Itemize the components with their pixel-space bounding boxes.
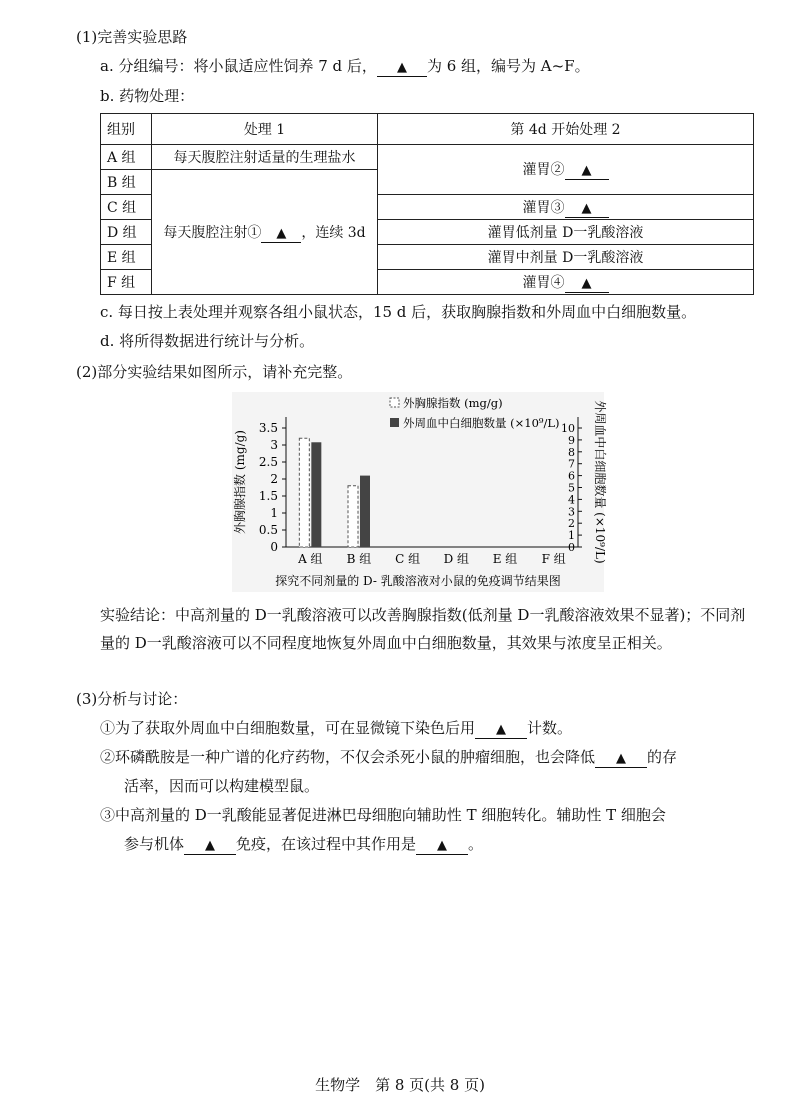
chart-title: 探究不同剂量的 D- 乳酸溶液对小鼠的免疫调节结果图 — [275, 574, 561, 588]
group-label: E 组 — [101, 245, 152, 270]
answer-blank[interactable] — [184, 836, 236, 855]
y2-tick-label: 3 — [568, 505, 575, 519]
y-tick-label: 3.5 — [258, 421, 278, 435]
y-tick-label: 1 — [270, 506, 278, 520]
answer-blank[interactable] — [565, 200, 609, 218]
treatment2-c-text: 灌胃③ — [522, 199, 565, 216]
y2-tick-label: 7 — [568, 457, 575, 471]
question-2 — [100, 746, 677, 768]
triangle-icon: ▲ — [581, 275, 592, 291]
q1-text-end: 计数。 — [527, 719, 573, 737]
x-tick-label: E 组 — [492, 552, 518, 566]
y2-tick-label: 6 — [568, 469, 575, 483]
y2-tick-label: 2 — [568, 517, 575, 531]
results-chart — [232, 392, 607, 592]
conclusion: 实验结论：中高剂量的 D一乳酸溶液可以改善胸腺指数(低剂量 D一乳酸溶液效果不显著)；不同剂量的 D一乳酸溶液可以不同程度地恢复外周血中白细胞数量，其效果与浓度呈正相关。 — [100, 606, 746, 652]
treatment2-ab — [378, 145, 754, 195]
treatment2-f-text: 灌胃④ — [522, 274, 565, 291]
x-tick-label: C 组 — [395, 552, 421, 566]
treatment1-bf-text: 每天腹腔注射① — [163, 224, 262, 241]
q1-text: ①为了获取外周血中白细胞数量，可在显微镜下染色后用 — [100, 719, 476, 737]
question-2-line2: 活率，因而可以构建模型鼠。 — [124, 777, 320, 795]
group-label: D 组 — [101, 220, 152, 245]
triangle-icon: ▲ — [581, 163, 592, 178]
table-header: 组别 — [101, 114, 152, 145]
group-label: A 组 — [101, 145, 152, 170]
x-tick-label: B 组 — [346, 552, 372, 566]
answer-blank[interactable] — [261, 225, 301, 243]
table-row — [101, 145, 754, 170]
q2-text-end: 的存 — [647, 748, 678, 766]
y-tick-label: 2.5 — [258, 455, 278, 469]
legend-wbc: 外周血中白细胞数量 (×10⁹/L) — [403, 416, 560, 430]
triangle-icon: ▲ — [276, 225, 287, 241]
answer-blank[interactable] — [595, 749, 647, 768]
step-c: c. 每日按上表处理并观察各组小鼠状态，15 d 后，获取胸腺指数和外周血中白细胞数量。 — [100, 303, 697, 321]
triangle-icon: ▲ — [496, 722, 507, 737]
y2-axis-label: 外周血中白细胞数量 (×10⁹/L) — [593, 400, 607, 564]
treatment1-a: 每天腹腔注射适量的生理盐水 — [152, 145, 378, 170]
table-header: 处理 1 — [152, 114, 378, 145]
q3-text-end: 。 — [468, 835, 484, 853]
y-tick-label: 0 — [270, 540, 278, 554]
y2-tick-label: 4 — [568, 493, 575, 507]
y-tick-label: 0.5 — [258, 523, 278, 537]
q3-text-mid: 免疫，在该过程中其作用是 — [236, 835, 417, 853]
y2-tick-label: 8 — [568, 445, 575, 459]
question-1 — [100, 717, 572, 739]
answer-blank[interactable] — [416, 836, 468, 855]
treatment2-c — [378, 195, 754, 220]
triangle-icon: ▲ — [396, 60, 407, 75]
answer-blank[interactable] — [565, 275, 609, 293]
answer-blank[interactable] — [475, 720, 527, 739]
y-axis-label: 外胸腺指数 (mg/g) — [233, 430, 247, 534]
chart-svg — [232, 392, 607, 592]
triangle-icon: ▲ — [616, 751, 627, 766]
x-tick-label: D 组 — [443, 552, 470, 566]
step-a-text: a. 分组编号：将小鼠适应性饲养 7 d 后， — [100, 57, 377, 75]
triangle-icon: ▲ — [205, 838, 216, 853]
treatment2-e: 灌胃中剂量 D一乳酸溶液 — [378, 245, 754, 270]
x-tick-label: A 组 — [298, 552, 323, 566]
treatment-table — [100, 113, 754, 295]
triangle-icon: ▲ — [437, 838, 448, 853]
treatment2-f — [378, 270, 754, 295]
y-tick-label: 2 — [270, 472, 278, 486]
bar-wbc-count — [311, 442, 321, 547]
y2-tick-label: 1 — [568, 529, 575, 543]
y-tick-label: 1.5 — [258, 489, 278, 503]
treatment1-bf — [152, 170, 378, 295]
treatment1-bf-text-end: ，连续 3d — [301, 224, 366, 241]
step-a — [100, 55, 590, 77]
treatment2-ab-text: 灌胃② — [522, 162, 565, 178]
table-header-row — [101, 114, 754, 145]
step-b: b. 药物处理： — [100, 87, 195, 105]
y2-tick-label: 0 — [568, 541, 575, 554]
step-d: d. 将所得数据进行统计与分析。 — [100, 332, 315, 350]
section3-heading: (3)分析与讨论： — [76, 690, 188, 708]
group-label: B 组 — [101, 170, 152, 195]
y2-tick-label: 5 — [568, 481, 575, 495]
bar-thymus-index — [299, 438, 309, 547]
answer-blank[interactable] — [565, 162, 609, 180]
answer-blank[interactable] — [377, 58, 427, 77]
bar-thymus-index — [348, 486, 358, 547]
bar-wbc-count — [360, 476, 370, 547]
y2-tick-label: 9 — [568, 433, 575, 447]
x-tick-label: F 组 — [541, 552, 566, 566]
group-label: C 组 — [101, 195, 152, 220]
group-label: F 组 — [101, 270, 152, 295]
legend-thymus: 外胸腺指数 (mg/g) — [403, 396, 503, 410]
q3-text: 参与机体 — [124, 835, 185, 853]
q2-text: ②环磷酰胺是一种广谱的化疗药物，不仅会杀死小鼠的肿瘤细胞，也会降低 — [100, 748, 596, 766]
page-footer: 生物学 第 8 页(共 8 页) — [315, 1076, 485, 1094]
question-3: ③中高剂量的 D一乳酸能显著促进淋巴母细胞向辅助性 T 细胞转化。辅助性 T 细胞会 — [100, 806, 666, 824]
y-tick-label: 3 — [270, 438, 278, 452]
step-a-text-end: 为 6 组，编号为 A~F。 — [426, 57, 590, 75]
section2-heading: (2)部分实验结果如图所示，请补充完整。 — [76, 363, 353, 381]
treatment2-d: 灌胃低剂量 D一乳酸溶液 — [378, 220, 754, 245]
table-header: 第 4d 开始处理 2 — [378, 114, 754, 145]
question-3-line2 — [124, 833, 483, 855]
y2-tick-label: 10 — [561, 422, 575, 435]
section1-heading: (1)完善实验思路 — [76, 28, 188, 46]
triangle-icon: ▲ — [581, 200, 592, 216]
legend-swatch-wbc — [390, 418, 399, 427]
legend-swatch-thymus — [390, 398, 399, 407]
